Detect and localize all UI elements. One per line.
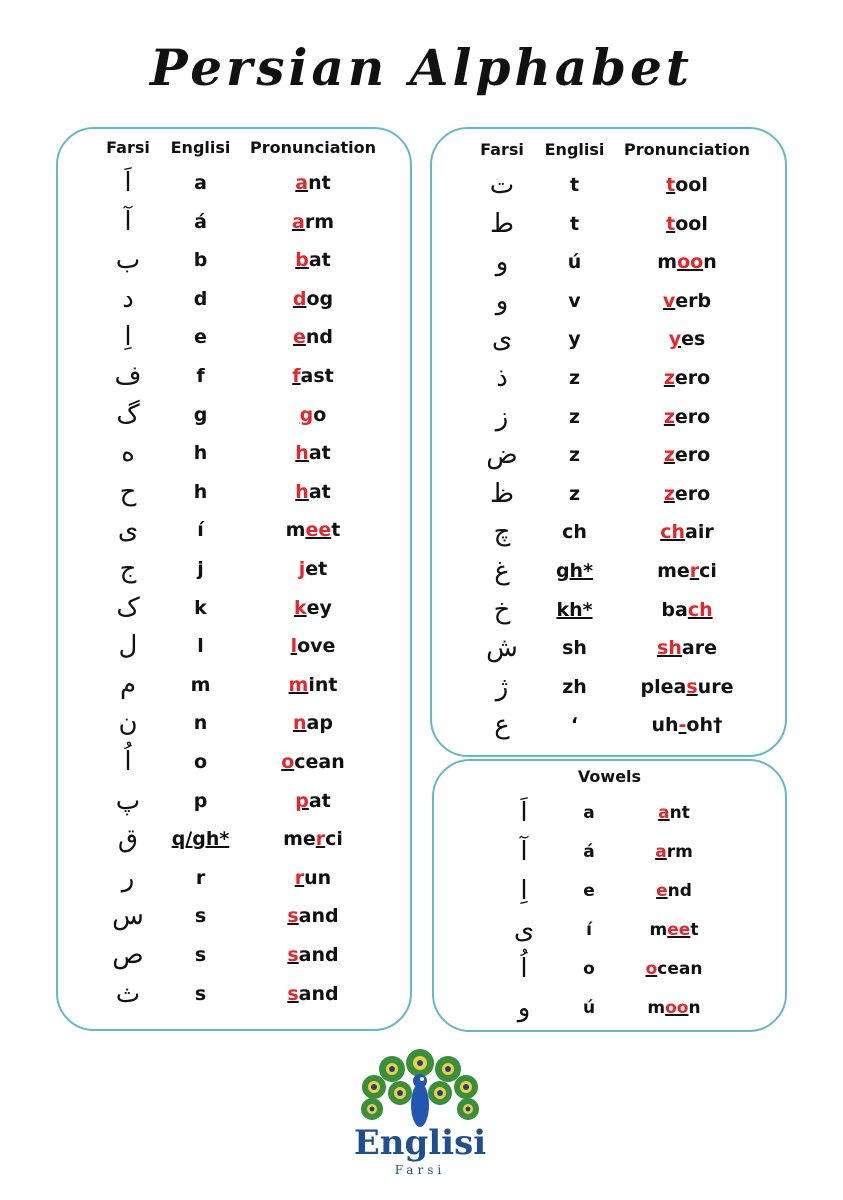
word-part: es	[681, 328, 706, 351]
highlighted-sound: z	[663, 444, 675, 467]
pronunciation-word	[612, 707, 762, 743]
pronunciation-word	[238, 551, 388, 587]
englisi-letter: s	[194, 905, 207, 928]
table-row	[58, 242, 410, 278]
farsi-letter: ی	[513, 915, 535, 945]
table-row	[432, 167, 785, 203]
table-row	[432, 360, 785, 396]
farsi-letter: و	[495, 285, 509, 316]
table-row	[58, 204, 410, 240]
peacock-icon	[340, 1045, 500, 1130]
column-headers	[58, 129, 410, 165]
word-part: are	[681, 637, 717, 660]
pronunciation-word	[238, 474, 388, 510]
highlighted-sound: a	[655, 842, 667, 862]
pronunciation-word	[238, 821, 388, 857]
pronunciation-word	[238, 358, 388, 394]
table-row	[432, 707, 785, 743]
englisi-letter: a	[194, 172, 207, 194]
highlighted-sound: z	[663, 367, 675, 389]
highlighted-sound: t	[666, 174, 676, 196]
farsi-letter: ی	[117, 515, 139, 546]
highlighted-sound: n	[293, 712, 307, 735]
word-part: un	[304, 866, 332, 889]
logo-subtitle: Farsi	[394, 1163, 446, 1177]
word-part: and	[298, 982, 339, 1005]
table-row	[432, 476, 785, 512]
farsi-letter: ت	[489, 170, 515, 200]
word-part: ero	[674, 444, 711, 467]
table-row	[58, 397, 410, 433]
word-part: at	[308, 789, 331, 812]
englisi-letter: k	[194, 596, 207, 619]
farsi-letter: ح	[119, 476, 137, 507]
highlighted-sound: a	[658, 803, 670, 823]
word-part: t	[690, 920, 699, 940]
englisi-letter: j	[197, 558, 204, 580]
pronunciation-word	[238, 628, 388, 664]
englisi-letter: í	[586, 920, 592, 940]
word-part: and	[298, 905, 339, 928]
highlighted-sound: y	[668, 328, 682, 351]
englisi-letter: s	[194, 944, 207, 966]
englisi-letter: q/gh*	[171, 828, 230, 851]
table-row	[58, 319, 410, 355]
highlighted-sound: t	[666, 212, 676, 235]
pronunciation-word	[238, 705, 388, 741]
pronunciation-word	[624, 834, 724, 870]
englisi-letter: í	[197, 519, 204, 542]
table-row	[58, 705, 410, 741]
word-part: n	[703, 251, 717, 274]
pronunciation-word	[238, 667, 388, 703]
highlighted-sound: a	[292, 210, 305, 233]
word-part: me	[283, 828, 316, 851]
word-part: cean	[657, 959, 703, 979]
englisi-letter: kh*	[556, 598, 593, 621]
farsi-letter: غ	[494, 556, 510, 586]
englisi-letter: zh	[562, 675, 587, 698]
farsi-letter: پ	[115, 785, 141, 816]
highlighted-sound: k	[294, 596, 307, 619]
englisi-letter: r	[195, 866, 206, 889]
word-part: ap	[306, 712, 333, 735]
englisi-letter: v	[568, 289, 581, 312]
pronunciation-word	[238, 937, 388, 973]
farsi-letter: ض	[486, 440, 518, 471]
table-row	[58, 165, 410, 201]
pronunciation-word	[612, 360, 762, 396]
farsi-letter: ع	[494, 710, 510, 741]
word-part: me	[657, 560, 690, 582]
word-part: m	[649, 920, 668, 940]
pronunciation-word	[238, 744, 388, 780]
word-part: ool	[675, 174, 708, 196]
englisi-letter: z	[568, 482, 581, 505]
englisi-letter: n	[193, 712, 208, 735]
highlighted-sound: h	[295, 480, 309, 503]
highlighted-sound: e	[656, 881, 668, 901]
page-title: Persian Alphabet	[149, 38, 694, 97]
farsi-letter: و	[495, 247, 509, 278]
englisi-letter: z	[568, 444, 581, 467]
table-row	[58, 474, 410, 510]
englisi-letter: s	[194, 982, 207, 1005]
farsi-letter: اُ	[124, 747, 132, 777]
highlighted-sound: sh	[657, 637, 682, 660]
farsi-letter: اِ	[520, 876, 528, 906]
englisi-letter: sh	[562, 637, 587, 660]
word-part: at	[308, 480, 331, 503]
table-row	[58, 744, 410, 780]
word-part: and	[298, 944, 339, 966]
englisi-letter: z	[568, 405, 581, 428]
farsi-letter: ذ	[496, 363, 508, 393]
englisi-farsi-logo	[340, 1045, 500, 1180]
highlighted-sound: j	[298, 558, 306, 580]
word-part: uh	[651, 714, 679, 737]
pronunciation-word	[238, 512, 388, 548]
word-part: rm	[666, 842, 693, 862]
table-row	[432, 244, 785, 280]
englisi-letter: h	[193, 442, 208, 465]
logo-wordmark: Englisi	[353, 1123, 487, 1163]
pronunciation-word	[238, 242, 388, 278]
englisi-letter: z	[568, 367, 581, 389]
englisi-letter: y	[568, 328, 581, 351]
table-row	[58, 590, 410, 626]
englisi-letter: e	[583, 881, 595, 901]
word-part: m	[657, 251, 678, 274]
englisi-letter: d	[193, 287, 208, 310]
word-part: t	[331, 519, 341, 542]
farsi-letter: گ	[116, 399, 140, 430]
word-part: rm	[304, 210, 334, 233]
highlighted-sound: o	[281, 751, 295, 773]
farsi-letter: ژ	[495, 671, 509, 702]
word-part: n	[688, 998, 701, 1018]
highlighted-sound: ee	[667, 920, 691, 940]
englisi-letter: g	[193, 403, 208, 426]
highlighted-sound: d	[292, 287, 307, 310]
englisi-letter: e	[194, 326, 207, 349]
highlighted-sound: p	[295, 789, 309, 812]
farsi-letter: اَ	[124, 168, 132, 198]
pronunciation-word	[238, 783, 388, 819]
word-part: ure	[697, 675, 734, 698]
pronunciation-word	[238, 976, 388, 1012]
table-row	[434, 912, 785, 948]
farsi-letter: ج	[119, 554, 137, 584]
word-part: m	[285, 519, 306, 542]
word-part: air	[685, 521, 714, 544]
highlighted-sound: oo	[677, 251, 704, 274]
table-row	[432, 553, 785, 589]
table-row	[432, 669, 785, 705]
table-row	[58, 821, 410, 857]
word-part: at	[308, 249, 331, 272]
englisi-letter: a	[583, 803, 595, 823]
header-farsi: Farsi	[480, 139, 524, 159]
pronunciation-word	[238, 590, 388, 626]
farsi-letter: ل	[118, 631, 138, 662]
farsi-letter: س	[112, 901, 144, 932]
word-part: ey	[306, 596, 332, 619]
highlighted-sound: s	[287, 905, 299, 928]
table-row	[58, 512, 410, 548]
englisi-letter: b	[193, 249, 208, 272]
farsi-letter: ن	[118, 708, 138, 739]
englisi-letter: t	[569, 174, 580, 196]
farsi-letter: ب	[115, 245, 141, 276]
highlighted-sound: o	[645, 959, 658, 979]
table-row	[58, 860, 410, 896]
table-row	[58, 783, 410, 819]
header-englisi: Englisi	[544, 139, 605, 159]
pronunciation-word	[238, 165, 388, 201]
englisi-letter: ʻ	[570, 714, 579, 737]
farsi-letter: اُ	[520, 954, 528, 984]
pronunciation-word	[624, 795, 724, 831]
table-row	[58, 667, 410, 703]
word-part: ci	[699, 560, 717, 582]
pronunciation-word	[612, 167, 762, 203]
englisi-letter: l	[197, 635, 204, 658]
farsi-letter: ش	[486, 633, 518, 664]
pronunciation-word	[612, 206, 762, 242]
highlighted-sound: ee	[305, 519, 332, 542]
column-headers	[432, 131, 785, 167]
pronunciation-word	[238, 435, 388, 471]
pronunciation-word	[612, 476, 762, 512]
table-row	[58, 937, 410, 973]
highlighted-sound: g	[299, 403, 314, 426]
table-row	[432, 514, 785, 550]
pronunciation-word	[612, 244, 762, 280]
pronunciation-word	[238, 397, 388, 433]
word-part: ci	[325, 828, 343, 851]
pronunciation-word	[238, 860, 388, 896]
englisi-letter: ú	[582, 998, 596, 1018]
farsi-letter: خ	[493, 594, 511, 625]
word-part: ool	[675, 212, 708, 235]
pronunciation-word	[612, 321, 762, 357]
highlighted-sound: f	[292, 365, 301, 387]
farsi-letter: آ	[520, 837, 528, 867]
highlighted-sound: -	[678, 714, 687, 737]
farsi-letter: ر	[121, 862, 135, 893]
farsi-letter: چ	[493, 517, 511, 548]
highlighted-sound: r	[294, 866, 305, 889]
englisi-letter: á	[194, 210, 207, 233]
table-row	[58, 281, 410, 317]
highlighted-sound: z	[663, 482, 675, 505]
word-part: o	[313, 403, 327, 426]
pronunciation-word	[624, 990, 724, 1026]
vowels-panel	[432, 759, 787, 1032]
pronunciation-word	[612, 283, 762, 319]
farsi-letter: ف	[114, 361, 142, 391]
word-part: cean	[294, 751, 345, 773]
word-part: ba	[661, 598, 688, 621]
table-row	[432, 630, 785, 666]
englisi-letter: m	[190, 673, 211, 696]
word-part: int	[308, 673, 338, 696]
word-part: nd	[305, 326, 334, 349]
word-part: oh†	[686, 714, 723, 737]
word-part: erb	[675, 289, 712, 312]
consonants-panel-right	[430, 127, 787, 757]
header-pronunciation: Pronunciation	[249, 137, 377, 157]
pronunciation-word	[238, 204, 388, 240]
highlighted-sound: r	[689, 560, 700, 582]
farsi-letter: ق	[117, 824, 139, 855]
pronunciation-word	[612, 399, 762, 435]
table-row	[434, 873, 785, 909]
table-row	[434, 795, 785, 831]
table-row	[434, 834, 785, 870]
word-part: ero	[674, 482, 711, 505]
table-row	[432, 399, 785, 435]
table-row	[432, 283, 785, 319]
table-row	[58, 435, 410, 471]
englisi-letter: á	[583, 842, 595, 862]
word-part: m	[647, 998, 666, 1018]
consonants-panel-left	[56, 127, 412, 1031]
word-part: nd	[667, 881, 692, 901]
highlighted-sound: b	[295, 249, 309, 272]
highlighted-sound: l	[290, 635, 298, 658]
word-part: at	[308, 442, 331, 465]
word-part: nt	[308, 172, 331, 194]
highlighted-sound: r	[315, 828, 326, 851]
highlighted-sound: s	[686, 675, 698, 698]
pronunciation-word	[612, 630, 762, 666]
vowels-title: Vowels	[577, 767, 642, 786]
farsi-letter: د	[122, 283, 134, 314]
word-part: et	[305, 558, 328, 580]
table-row	[58, 898, 410, 934]
pronunciation-word	[238, 319, 388, 355]
englisi-letter: f	[196, 365, 205, 387]
header-pronunciation: Pronunciation	[623, 139, 751, 159]
farsi-letter: ظ	[489, 478, 515, 509]
englisi-letter: o	[583, 959, 595, 979]
farsi-letter: ث	[115, 978, 141, 1009]
farsi-letter: ه	[121, 438, 135, 469]
farsi-letter: و	[517, 993, 531, 1023]
pronunciation-word	[238, 898, 388, 934]
word-part: ero	[674, 405, 711, 428]
pronunciation-word	[612, 592, 762, 628]
pronunciation-word	[612, 553, 762, 589]
farsi-letter: ط	[489, 208, 515, 239]
highlighted-sound: m	[288, 673, 309, 696]
highlighted-sound: e	[292, 326, 306, 349]
header-englisi: Englisi	[170, 137, 231, 157]
highlighted-sound: a	[295, 172, 309, 194]
pronunciation-word	[612, 514, 762, 550]
highlighted-sound: ch	[660, 521, 686, 544]
farsi-letter: آ	[124, 206, 132, 237]
farsi-letter: م	[119, 669, 137, 700]
englisi-letter: t	[569, 212, 580, 235]
farsi-letter: اَ	[520, 798, 528, 828]
word-part: ast	[300, 365, 334, 387]
englisi-letter: h	[193, 480, 208, 503]
highlighted-sound: z	[663, 405, 675, 428]
englisi-letter: o	[193, 751, 208, 773]
highlighted-sound: ch	[687, 598, 713, 621]
table-row	[434, 990, 785, 1026]
farsi-letter: اِ	[124, 322, 132, 353]
farsi-letter: ی	[491, 324, 513, 355]
highlighted-sound: v	[662, 289, 676, 312]
table-row	[432, 206, 785, 242]
word-part: ero	[674, 367, 711, 389]
table-row	[434, 951, 785, 987]
table-row	[58, 358, 410, 394]
pronunciation-word	[612, 437, 762, 473]
word-part: nt	[669, 803, 690, 823]
pronunciation-word	[238, 281, 388, 317]
word-part: og	[306, 287, 334, 310]
pronunciation-word	[624, 873, 724, 909]
highlighted-sound: h	[295, 442, 309, 465]
pronunciation-word	[612, 669, 762, 705]
pronunciation-word	[624, 951, 724, 987]
englisi-letter: ch	[562, 521, 587, 544]
table-row	[58, 551, 410, 587]
farsi-letter: ز	[495, 401, 509, 432]
highlighted-sound: oo	[665, 998, 689, 1018]
englisi-letter: gh*	[555, 560, 594, 582]
pronunciation-word	[624, 912, 724, 948]
word-part: ove	[297, 635, 336, 658]
highlighted-sound: s	[287, 944, 299, 966]
farsi-letter: ص	[112, 940, 144, 970]
highlighted-sound: s	[287, 982, 299, 1005]
header-farsi: Farsi	[106, 137, 150, 157]
englisi-letter: p	[193, 789, 208, 812]
table-row	[58, 976, 410, 1012]
table-row	[432, 592, 785, 628]
table-row	[58, 628, 410, 664]
word-part: plea	[640, 675, 687, 698]
table-row	[432, 321, 785, 357]
table-row	[432, 437, 785, 473]
farsi-letter: ک	[116, 592, 140, 623]
englisi-letter: ú	[567, 251, 582, 274]
